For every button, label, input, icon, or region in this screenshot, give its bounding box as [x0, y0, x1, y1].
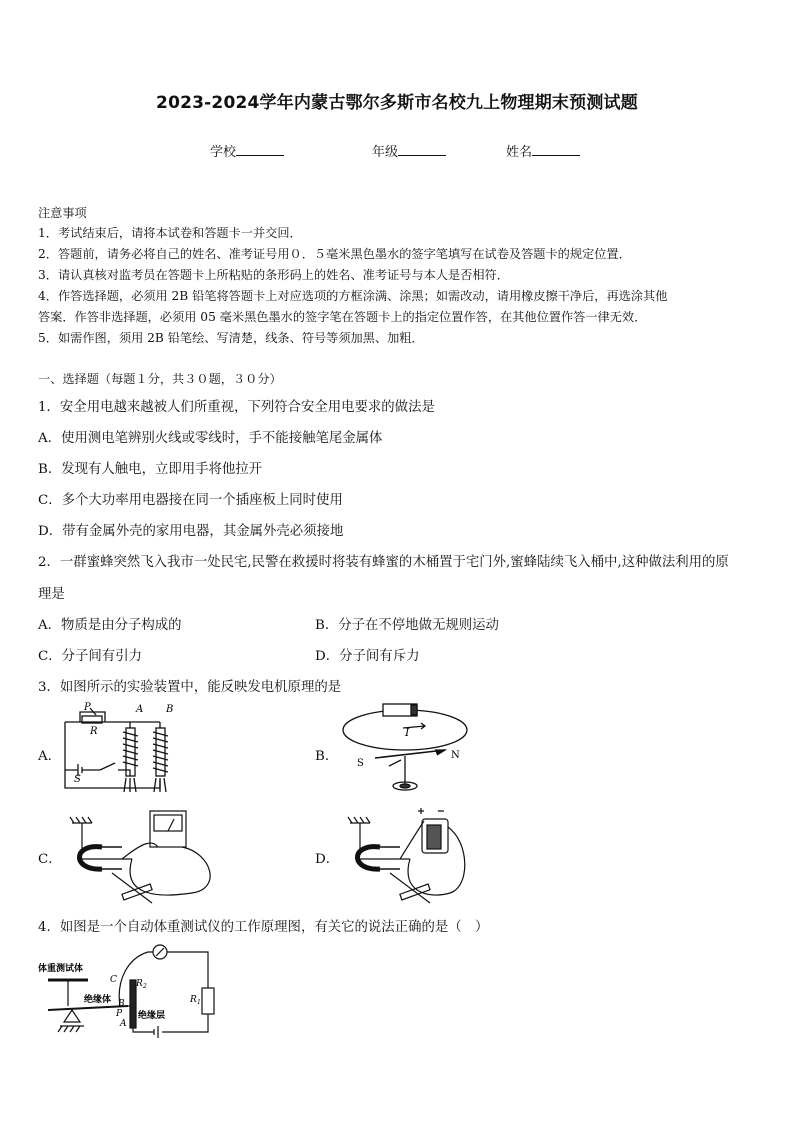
figure-q4-weight-meter-circuit — [38, 940, 218, 1040]
note-item: 5．如需作图，须用 2B 铅笔绘、写清楚，线条、符号等须加黑、加粗． — [38, 331, 424, 345]
q3-label-b: B． — [315, 749, 339, 764]
figure-b-label-s: S — [357, 758, 364, 769]
name-field — [506, 141, 580, 160]
school-label: 学校 — [210, 145, 237, 160]
name-label: 姓名 — [506, 145, 533, 160]
figure-b-label-n: N — [451, 750, 460, 761]
notes-heading: 注意事项 — [38, 206, 87, 220]
figure-d-motor-with-battery — [340, 803, 480, 908]
note-item: 1．考试结束后，请将本试卷和答题卡一并交回． — [38, 226, 302, 240]
grade-blank — [398, 143, 446, 156]
figure-q4-label-r2: R — [136, 979, 143, 989]
figure-q4-label-r1: R — [190, 995, 197, 1005]
q2-option-c: C．分子间有引力 — [38, 649, 142, 664]
figure-q4-label-r1-sub: 1 — [197, 999, 201, 1006]
school-field — [210, 141, 284, 160]
note-item: 答案．作答非选择题，必须用 05 毫米黑色墨水的签字笔在答题卡上的指定位置作答，在其他位置作答一律无效． — [38, 310, 647, 324]
figure-q4-label-c: C — [110, 975, 117, 985]
figure-q4-label-a: A — [120, 1019, 127, 1029]
figure-a-label-r: R — [90, 726, 98, 737]
note-item: 3．请认真核对监考员在答题卡上所粘贴的条形码上的姓名、准考证号与本人是否相符． — [38, 268, 509, 282]
q3-label-c: C． — [38, 852, 62, 867]
section-heading: 一、选择题（每题１分，共３０题，３０分） — [38, 372, 282, 386]
q3-label-d: D． — [315, 852, 340, 867]
figure-q4-label-b: B — [118, 999, 125, 1009]
figure-c-generator-with-meter — [62, 803, 222, 908]
figure-a-label-a: A — [136, 704, 144, 715]
grade-label: 年级 — [372, 145, 399, 160]
note-item: 4．作答选择题，必须用 2B 铅笔将答题卡上对应选项的方框涂满、涂黑；如需改动，请用橡皮擦干净后，再选涂其他 — [38, 289, 668, 303]
figure-a-label-s: S — [74, 774, 81, 785]
figure-q4-label-insulating-layer: 绝缘层 — [138, 1011, 166, 1021]
question-2-stem-cont: 理是 — [38, 587, 65, 602]
question-3-stem: 3．如图所示的实验装置中，能反映发电机原理的是 — [38, 680, 342, 695]
q1-option-a: A．使用测电笔辨别火线或零线时，手不能接触笔尾金属体 — [38, 431, 383, 446]
page-title: 2023-2024学年内蒙古鄂尔多斯市名校九上物理期末预测试题 — [156, 93, 638, 113]
figure-a-electromagnet-circuit — [60, 700, 190, 800]
q1-option-d: D．带有金属外壳的家用电器，其金属外壳必须接地 — [38, 524, 344, 539]
q2-option-d: D．分子间有斥力 — [315, 649, 420, 664]
question-2-stem: 2．一群蜜蜂突然飞入我市一处民宅,民警在救援时将装有蜂蜜的木桶置于宅门外,蜜蜂陆续飞入桶中,这种做法利用的原 — [38, 555, 729, 570]
q1-option-c: C．多个大功率用电器接在同一个插座板上同时使用 — [38, 493, 343, 508]
question-4-stem: 4．如图是一个自动体重测试仪的工作原理图，有关它的说法正确的是（ ） — [38, 920, 489, 935]
figure-a-label-b: B — [166, 704, 174, 715]
figure-q4-label-r2-sub: 2 — [143, 983, 147, 990]
figure-q4-label-p: P — [116, 1009, 123, 1019]
figure-q4-label-platform: 体重测试体 — [38, 964, 84, 974]
figure-a-label-p: P — [84, 702, 91, 713]
q1-option-b: B．发现有人触电，立即用手将他拉开 — [38, 462, 263, 477]
figure-q4-label-insulator: 绝缘体 — [84, 995, 112, 1005]
name-blank — [532, 143, 580, 156]
school-blank — [236, 143, 284, 156]
q3-label-a: A． — [38, 749, 62, 764]
q2-option-b: B．分子在不停地做无规则运动 — [315, 618, 499, 633]
figure-b-oersted-experiment — [335, 700, 475, 800]
q2-option-a: A．物质是由分子构成的 — [38, 618, 182, 633]
note-item: 2．答题前，请务必将自己的姓名、准考证号用０．５毫米黑色墨水的签字笔填写在试卷及答题卡的规定位置． — [38, 247, 631, 261]
figure-b-label-i: I — [405, 726, 410, 739]
grade-field — [372, 141, 446, 160]
question-1-stem: 1．安全用电越来越被人们所重视，下列符合安全用电要求的做法是 — [38, 400, 435, 415]
